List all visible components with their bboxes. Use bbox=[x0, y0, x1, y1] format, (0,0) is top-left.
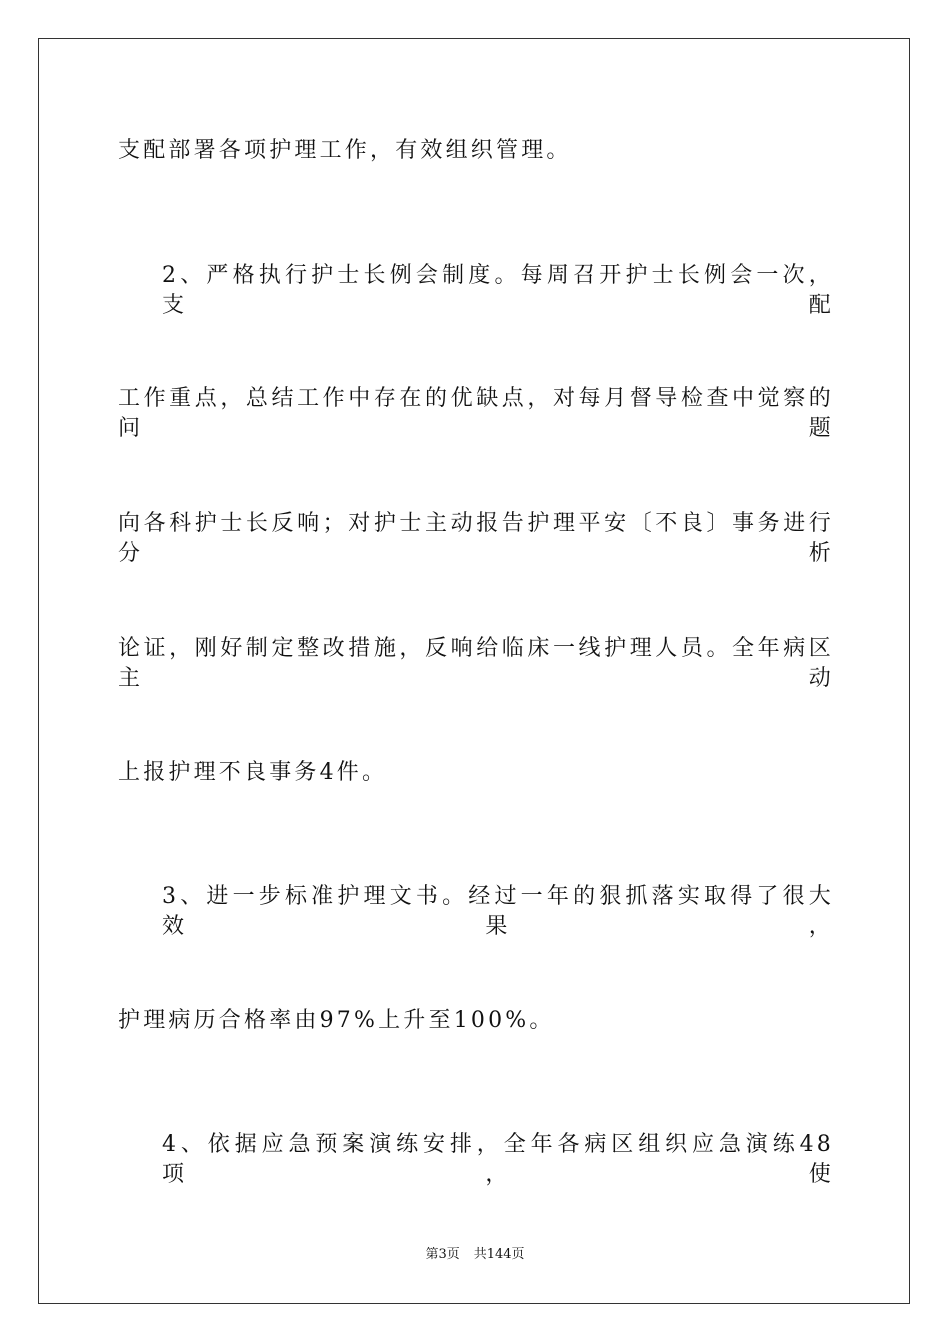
paragraph-line-1: 支配部署各项护理工作，有效组织管理。 bbox=[118, 138, 572, 163]
page-footer bbox=[0, 1246, 950, 1264]
page-total: 共144页 bbox=[473, 1247, 525, 1262]
paragraph-line-2: 2、严格执行护士长例会制度。每周召开护士长例会一次，支配 bbox=[162, 263, 834, 318]
paragraph-line-3: 工作重点，总结工作中存在的优缺点，对每月督导检查中觉察的问题 bbox=[118, 386, 834, 441]
paragraph-line-8: 护理病历合格率由97%上升至100%。 bbox=[118, 1008, 555, 1033]
paragraph-line-9: 4、依据应急预案演练安排，全年各病区组织应急演练48项，使 bbox=[162, 1132, 834, 1187]
paragraph-line-6: 上报护理不良事务4件。 bbox=[118, 760, 388, 785]
paragraph-line-7: 3、进一步标准护理文书。经过一年的狠抓落实取得了很大效果， bbox=[162, 884, 834, 939]
page-number: 第3页 bbox=[425, 1247, 460, 1262]
paragraph-line-4: 向各科护士长反响；对护士主动报告护理平安〔不良〕事务进行分析 bbox=[118, 511, 834, 566]
paragraph-line-5: 论证，刚好制定整改措施，反响给临床一线护理人员。全年病区主动 bbox=[118, 636, 834, 691]
